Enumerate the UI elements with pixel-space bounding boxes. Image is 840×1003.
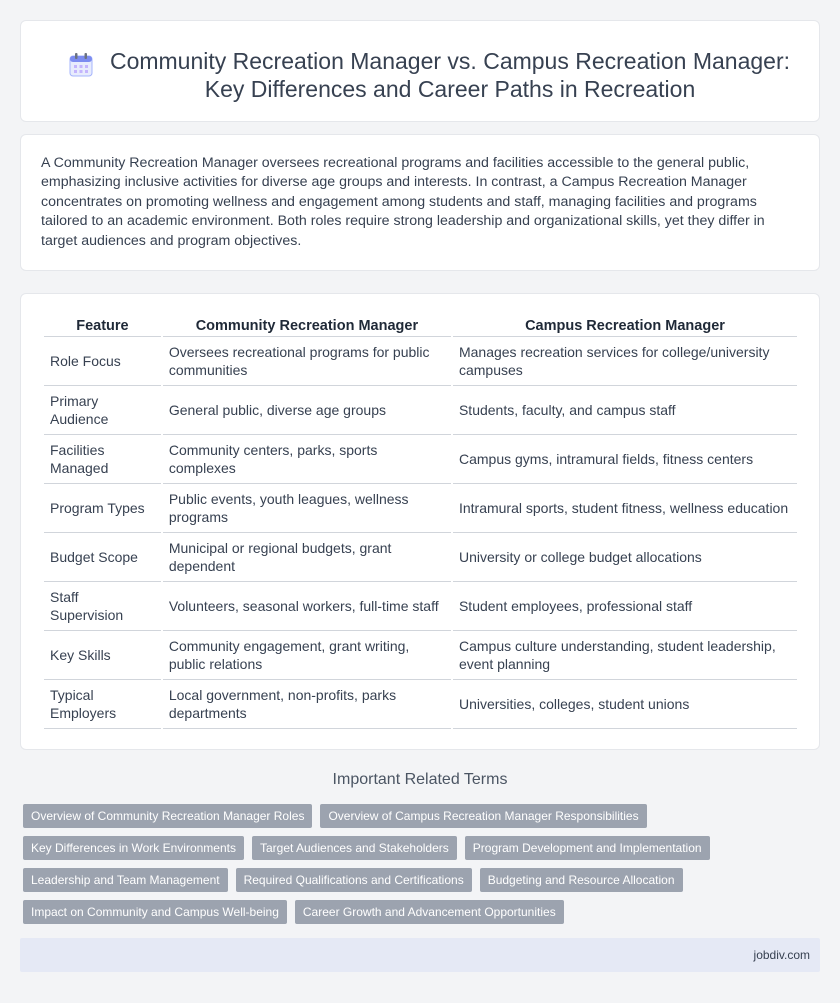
cell-campus: Intramural sports, student fitness, wellness education bbox=[453, 484, 797, 533]
cell-feature: Facilities Managed bbox=[44, 435, 161, 484]
table-row bbox=[44, 435, 797, 484]
footer-site[interactable]: jobdiv.com bbox=[753, 948, 810, 962]
table-header-row bbox=[44, 316, 797, 337]
cell-campus: Student employees, professional staff bbox=[453, 582, 797, 631]
intro-paragraph: A Community Recreation Manager oversees recreational programs and facilities accessible to the general public, emphasizing inclusive activities for diverse age groups and interests. In contrast, a Campus Recreation Manager concentrates on promoting wellness and engagement among students and staff, managing facilities and programs tailored to an academic environment. Both roles require strong leadership and organizational skills, yet they differ in target audiences and program objectives. bbox=[41, 155, 765, 249]
cell-campus: University or college budget allocations bbox=[453, 533, 797, 582]
cell-campus: Universities, colleges, student unions bbox=[453, 680, 797, 729]
cell-feature: Budget Scope bbox=[44, 533, 161, 582]
related-term-tag[interactable]: Overview of Campus Recreation Manager Responsibilities bbox=[320, 804, 646, 828]
cell-community: Local government, non-profits, parks departments bbox=[163, 680, 451, 729]
table-row bbox=[44, 337, 797, 386]
cell-campus: Campus gyms, intramural fields, fitness centers bbox=[453, 435, 797, 484]
cell-feature: Primary Audience bbox=[44, 386, 161, 435]
cell-feature: Typical Employers bbox=[44, 680, 161, 729]
related-term-tag[interactable]: Impact on Community and Campus Well-being bbox=[23, 900, 287, 924]
cell-feature: Program Types bbox=[44, 484, 161, 533]
cell-campus: Students, faculty, and campus staff bbox=[453, 386, 797, 435]
cell-campus: Campus culture understanding, student leadership, event planning bbox=[453, 631, 797, 680]
cell-community: Oversees recreational programs for public communities bbox=[163, 337, 451, 386]
calendar-icon bbox=[67, 51, 95, 79]
related-terms-title: Important Related Terms bbox=[332, 771, 508, 788]
table-row bbox=[44, 533, 797, 582]
cell-community: Community engagement, grant writing, public relations bbox=[163, 631, 451, 680]
cell-feature: Key Skills bbox=[44, 631, 161, 680]
header-feature: Feature bbox=[44, 316, 161, 337]
cell-community: Public events, youth leagues, wellness programs bbox=[163, 484, 451, 533]
cell-campus: Manages recreation services for college/university campuses bbox=[453, 337, 797, 386]
cell-community: Municipal or regional budgets, grant dependent bbox=[163, 533, 451, 582]
page-title bbox=[95, 47, 797, 103]
page-title-line-1: Community Recreation Manager vs. Campus Recreation Manager: bbox=[109, 48, 791, 74]
footer bbox=[20, 938, 820, 972]
related-term-tag[interactable]: Required Qualifications and Certifications bbox=[236, 868, 472, 892]
title-card bbox=[20, 20, 820, 122]
table-row bbox=[44, 484, 797, 533]
intro-card bbox=[20, 134, 820, 271]
comparison-card bbox=[20, 293, 820, 750]
table-row bbox=[44, 582, 797, 631]
cell-feature: Role Focus bbox=[44, 337, 161, 386]
comparison-table bbox=[42, 316, 799, 729]
cell-community: General public, diverse age groups bbox=[163, 386, 451, 435]
related-term-tag[interactable]: Program Development and Implementation bbox=[465, 836, 710, 860]
related-term-tag[interactable]: Budgeting and Resource Allocation bbox=[480, 868, 683, 892]
related-term-tag[interactable]: Overview of Community Recreation Manager Roles bbox=[23, 804, 312, 828]
related-term-tag[interactable]: Career Growth and Advancement Opportunities bbox=[295, 900, 564, 924]
header-campus: Campus Recreation Manager bbox=[453, 316, 797, 337]
cell-community: Community centers, parks, sports complexes bbox=[163, 435, 451, 484]
page-title-line-2: Key Differences and Career Paths in Recreation bbox=[204, 76, 696, 102]
table-row bbox=[44, 680, 797, 729]
related-term-tag[interactable]: Key Differences in Work Environments bbox=[23, 836, 244, 860]
related-terms-list bbox=[23, 804, 803, 924]
related-term-tag[interactable]: Leadership and Team Management bbox=[23, 868, 228, 892]
cell-community: Volunteers, seasonal workers, full-time staff bbox=[163, 582, 451, 631]
cell-feature: Staff Supervision bbox=[44, 582, 161, 631]
table-row bbox=[44, 386, 797, 435]
table-row bbox=[44, 631, 797, 680]
header-community: Community Recreation Manager bbox=[163, 316, 451, 337]
related-term-tag[interactable]: Target Audiences and Stakeholders bbox=[252, 836, 457, 860]
